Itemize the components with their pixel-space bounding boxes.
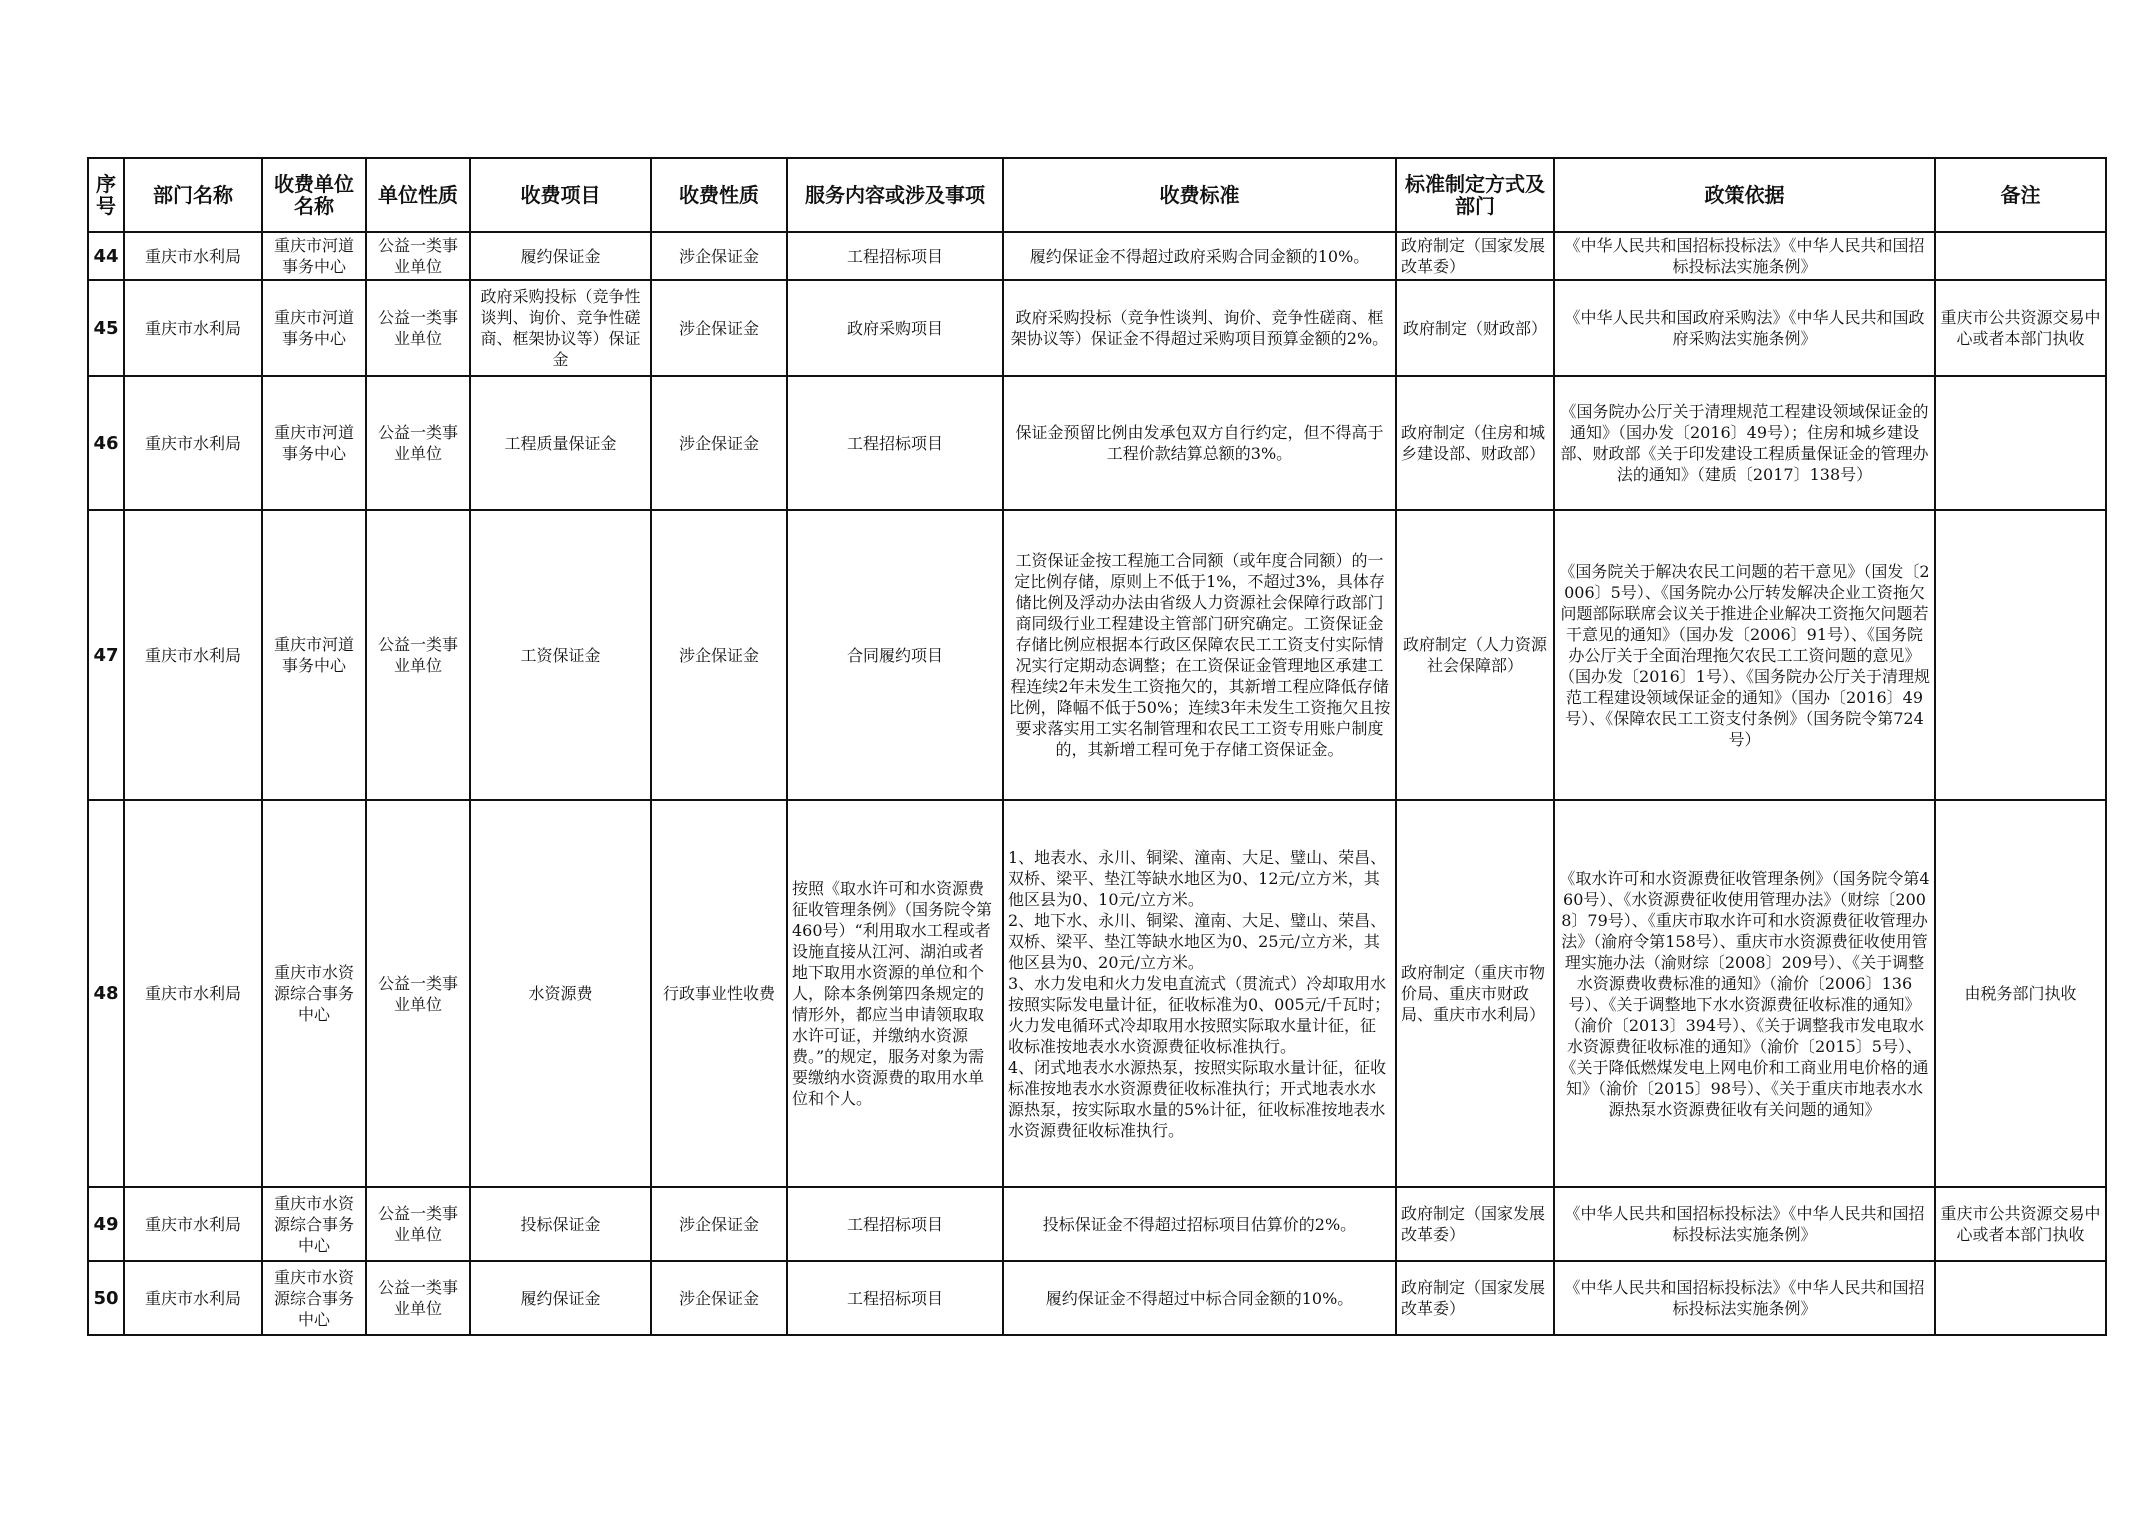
cell-standard: 履约保证金不得超过中标合同金额的10%。 xyxy=(1003,1261,1396,1335)
header-nature: 单位性质 xyxy=(366,158,470,232)
cell-unit: 重庆市河道事务中心 xyxy=(262,376,366,510)
cell-item: 履约保证金 xyxy=(470,1261,651,1335)
header-item: 收费项目 xyxy=(470,158,651,232)
cell-no: 45 xyxy=(88,280,124,376)
cell-unit: 重庆市河道事务中心 xyxy=(262,232,366,280)
header-no: 序号 xyxy=(88,158,124,232)
table-row xyxy=(88,800,2106,1187)
cell-fee-type: 涉企保证金 xyxy=(651,1261,787,1335)
cell-service: 政府采购项目 xyxy=(787,280,1003,376)
cell-fee-type: 涉企保证金 xyxy=(651,510,787,800)
cell-basis: 《中华人民共和国政府采购法》《中华人民共和国政府采购法实施条例》 xyxy=(1554,280,1935,376)
cell-fee-type: 行政事业性收费 xyxy=(651,800,787,1187)
cell-dept: 重庆市水利局 xyxy=(124,232,262,280)
cell-nature: 公益一类事业单位 xyxy=(366,280,470,376)
cell-basis: 《国务院办公厅关于清理规范工程建设领域保证金的通知》（国办发〔2016〕49号）；住房和城乡建设部、财政部《关于印发建设工程质量保证金的管理办法的通知》（建质〔2017〕138号） xyxy=(1554,376,1935,510)
cell-dept: 重庆市水利局 xyxy=(124,510,262,800)
cell-basis: 《中华人民共和国招标投标法》《中华人民共和国招标投标法实施条例》 xyxy=(1554,232,1935,280)
cell-method: 政府制定（住房和城乡建设部、财政部） xyxy=(1396,376,1554,510)
header-remark: 备注 xyxy=(1935,158,2106,232)
cell-item: 投标保证金 xyxy=(470,1187,651,1261)
cell-fee-type: 涉企保证金 xyxy=(651,1187,787,1261)
table-row xyxy=(88,232,2106,280)
cell-item: 履约保证金 xyxy=(470,232,651,280)
cell-method: 政府制定（重庆市物价局、重庆市财政局、重庆市水利局） xyxy=(1396,800,1554,1187)
cell-standard: 投标保证金不得超过招标项目估算价的2%。 xyxy=(1003,1187,1396,1261)
header-dept: 部门名称 xyxy=(124,158,262,232)
header-method: 标准制定方式及部门 xyxy=(1396,158,1554,232)
cell-standard: 1、地表水、永川、铜梁、潼南、大足、璧山、荣昌、双桥、梁平、垫江等缺水地区为0、12元/立方米，其他区县为0、10元/立方米。 2、地下水、永川、铜梁、潼南、大足、璧山、荣昌、双桥、梁平、垫江等缺水地区为0、25元/立方米，其他区县为0、20元/立方米。 3、水力发电和火力发电直流式（贯流式）冷却取用水按照实际发电量计征，征收标准为0、005元/千瓦时；火力发电循环式冷却取用水按照实际取水量计征，征收标准按地表水水资源费征收标准执行。 4、闭式地表水水源热泵，按照实际取水量计征，征收标准按地表水水资源费征收标准执行；开式地表水水源热泵，按实际取水量的5%计征，征收标准按地表水水资源费征收标准执行。 xyxy=(1003,800,1396,1187)
cell-standard: 履约保证金不得超过政府采购合同金额的10%。 xyxy=(1003,232,1396,280)
cell-nature: 公益一类事业单位 xyxy=(366,800,470,1187)
table-row xyxy=(88,280,2106,376)
header-fee-type: 收费性质 xyxy=(651,158,787,232)
cell-service: 工程招标项目 xyxy=(787,1187,1003,1261)
table-row xyxy=(88,510,2106,800)
cell-standard: 工资保证金按工程施工合同额（或年度合同额）的一定比例存储，原则上不低于1%，不超过3%，具体存储比例及浮动办法由省级人力资源社会保障行政部门商同级行业工程建设主管部门研究确定。工资保证金存储比例应根据本行政区保障农民工工资支付实际情况实行定期动态调整；在工资保证金管理地区承建工程连续2年未发生工资拖欠的，其新增工程应降低存储比例，降幅不低于50%；连续3年未发生工资拖欠且按要求落实用工实名制管理和农民工工资专用账户制度的，其新增工程可免于存储工资保证金。 xyxy=(1003,510,1396,800)
cell-fee-type: 涉企保证金 xyxy=(651,232,787,280)
cell-method: 政府制定（国家发展改革委） xyxy=(1396,1261,1554,1335)
cell-basis: 《中华人民共和国招标投标法》《中华人民共和国招标投标法实施条例》 xyxy=(1554,1187,1935,1261)
cell-no: 50 xyxy=(88,1261,124,1335)
cell-nature: 公益一类事业单位 xyxy=(366,376,470,510)
cell-item: 工资保证金 xyxy=(470,510,651,800)
cell-service: 工程招标项目 xyxy=(787,1261,1003,1335)
cell-nature: 公益一类事业单位 xyxy=(366,1261,470,1335)
fee-table xyxy=(87,157,2107,1336)
cell-item: 水资源费 xyxy=(470,800,651,1187)
cell-no: 44 xyxy=(88,232,124,280)
cell-method: 政府制定（人力资源社会保障部） xyxy=(1396,510,1554,800)
header-unit: 收费单位名称 xyxy=(262,158,366,232)
cell-dept: 重庆市水利局 xyxy=(124,376,262,510)
table-row xyxy=(88,376,2106,510)
cell-service: 工程招标项目 xyxy=(787,232,1003,280)
cell-item: 工程质量保证金 xyxy=(470,376,651,510)
cell-unit: 重庆市河道事务中心 xyxy=(262,510,366,800)
cell-method: 政府制定（国家发展改革委） xyxy=(1396,232,1554,280)
cell-remark xyxy=(1935,232,2106,280)
cell-unit: 重庆市河道事务中心 xyxy=(262,280,366,376)
cell-service: 工程招标项目 xyxy=(787,376,1003,510)
header-basis: 政策依据 xyxy=(1554,158,1935,232)
table-header-row xyxy=(88,158,2106,232)
cell-remark: 重庆市公共资源交易中心或者本部门执收 xyxy=(1935,1187,2106,1261)
cell-method: 政府制定（财政部） xyxy=(1396,280,1554,376)
cell-basis: 《国务院关于解决农民工问题的若干意见》（国发〔2006〕5号）、《国务院办公厅转发解决企业工资拖欠问题部际联席会议关于推进企业解决工资拖欠问题若干意见的通知》（国办发〔2006〕91号）、《国务院办公厅关于全面治理拖欠农民工工资问题的意见》（国办发〔2016〕1号）、《国务院办公厅关于清理规范工程建设领域保证金的通知》（国办〔2016〕49号）、《保障农民工工资支付条例》（国务院令第724号） xyxy=(1554,510,1935,800)
header-standard: 收费标准 xyxy=(1003,158,1396,232)
cell-basis: 《取水许可和水资源费征收管理条例》（国务院令第460号）、《水资源费征收使用管理办法》（财综〔2008〕79号）、《重庆市取水许可和水资源费征收管理办法》（渝府令第158号）、重庆市水资源费征收使用管理实施办法（渝财综〔2008〕209号）、《关于调整水资源费收费标准的通知》（渝价〔2006〕136号）、《关于调整地下水水资源费征收标准的通知》（渝价〔2013〕394号）、《关于调整我市发电取水水资源费征收标准的通知》（渝价〔2015〕5号）、《关于降低燃煤发电上网电价和工商业用电价格的通知》（渝价〔2015〕98号）、《关于重庆市地表水水源热泵水资源费征收有关问题的通知》 xyxy=(1554,800,1935,1187)
cell-remark xyxy=(1935,1261,2106,1335)
cell-basis: 《中华人民共和国招标投标法》《中华人民共和国招标投标法实施条例》 xyxy=(1554,1261,1935,1335)
cell-no: 47 xyxy=(88,510,124,800)
table-row xyxy=(88,1261,2106,1335)
cell-nature: 公益一类事业单位 xyxy=(366,1187,470,1261)
cell-unit: 重庆市水资源综合事务中心 xyxy=(262,1187,366,1261)
cell-dept: 重庆市水利局 xyxy=(124,800,262,1187)
cell-remark xyxy=(1935,376,2106,510)
cell-dept: 重庆市水利局 xyxy=(124,280,262,376)
cell-unit: 重庆市水资源综合事务中心 xyxy=(262,1261,366,1335)
cell-nature: 公益一类事业单位 xyxy=(366,232,470,280)
cell-service: 按照《取水许可和水资源费征收管理条例》（国务院令第460号）“利用取水工程或者设施直接从江河、湖泊或者地下取用水资源的单位和个人，除本条例第四条规定的情形外，都应当申请领取取水许可证，并缴纳水资源费。”的规定，服务对象为需要缴纳水资源费的取用水单位和个人。 xyxy=(787,800,1003,1187)
cell-dept: 重庆市水利局 xyxy=(124,1261,262,1335)
cell-remark xyxy=(1935,510,2106,800)
cell-method: 政府制定（国家发展改革委） xyxy=(1396,1187,1554,1261)
table-row xyxy=(88,1187,2106,1261)
cell-no: 48 xyxy=(88,800,124,1187)
header-service: 服务内容或涉及事项 xyxy=(787,158,1003,232)
cell-remark: 重庆市公共资源交易中心或者本部门执收 xyxy=(1935,280,2106,376)
cell-service: 合同履约项目 xyxy=(787,510,1003,800)
cell-standard: 政府采购投标（竞争性谈判、询价、竞争性磋商、框架协议等）保证金不得超过采购项目预算金额的2%。 xyxy=(1003,280,1396,376)
cell-item: 政府采购投标（竞争性谈判、询价、竞争性磋商、框架协议等）保证金 xyxy=(470,280,651,376)
cell-dept: 重庆市水利局 xyxy=(124,1187,262,1261)
cell-remark: 由税务部门执收 xyxy=(1935,800,2106,1187)
cell-fee-type: 涉企保证金 xyxy=(651,280,787,376)
cell-unit: 重庆市水资源综合事务中心 xyxy=(262,800,366,1187)
cell-standard: 保证金预留比例由发承包双方自行约定，但不得高于工程价款结算总额的3%。 xyxy=(1003,376,1396,510)
cell-nature: 公益一类事业单位 xyxy=(366,510,470,800)
cell-no: 46 xyxy=(88,376,124,510)
cell-fee-type: 涉企保证金 xyxy=(651,376,787,510)
cell-no: 49 xyxy=(88,1187,124,1261)
